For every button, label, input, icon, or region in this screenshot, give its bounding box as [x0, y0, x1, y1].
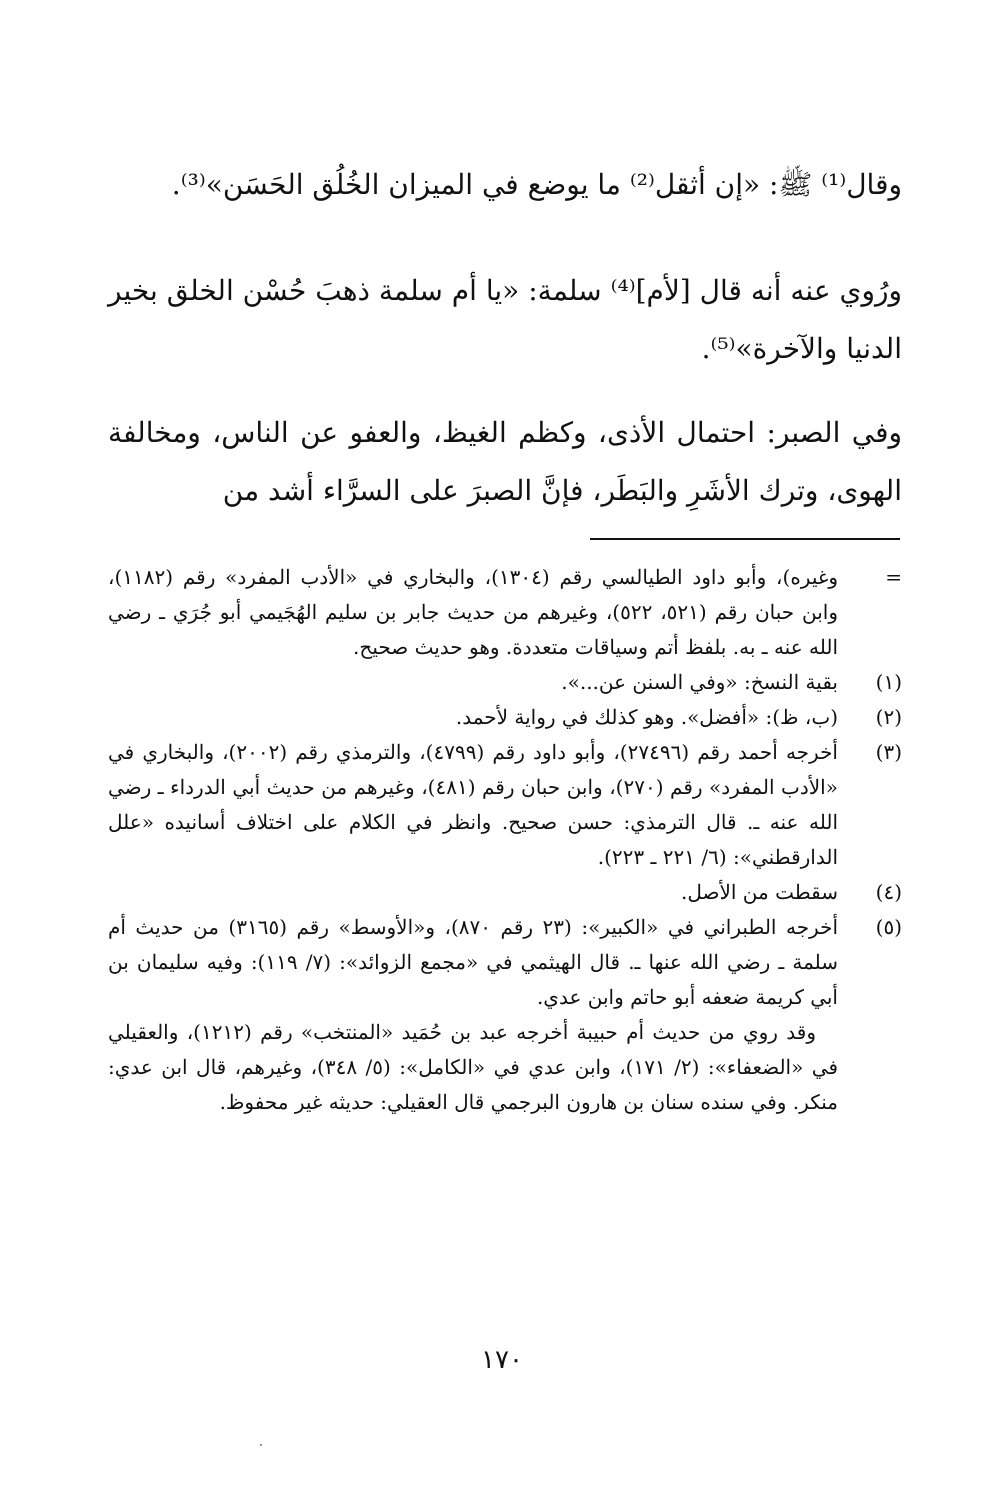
footnote-5	[108, 910, 902, 1015]
footnote-text: (ب، ظ): «أفضل». وهو كذلك في رواية لأحمد.	[455, 705, 838, 729]
footnotes	[108, 560, 902, 1120]
footnote-4	[108, 875, 902, 910]
footnote-number: (٤)	[875, 880, 902, 904]
footnote-number: (٥)	[875, 915, 902, 939]
body-paragraph-3: وفي الصبر: احتمال الأذى، وكظم الغيظ، والعفو عن الناس، ومخالفة الهوى، وترك الأشَرِ والبَطَر، فإنَّ الصبرَ على السرَّاء أشد من	[108, 416, 902, 507]
continuation-mark: =	[885, 565, 902, 589]
footnote-text: سقطت من الأصل.	[680, 880, 838, 904]
footnote-text: أخرجه الطبراني في «الكبير»: (٢٣ رقم ٨٧٠)، و«الأوسط» رقم (٣١٦٥) من حديث أم سلمة ـ رضي الله عنها ـ. قال الهيثمي في «مجمع الزوائد»: (٧/ ١١٩): وفيه سليمان بن أبي كريمة ضعفه أبو حاتم وابن عدي.	[108, 915, 839, 1009]
body-paragraph-1: وقال⁽¹⁾ ﷺ: «إن أثقل⁽²⁾ ما يوضع في الميزان الخُلُق الحَسَن»⁽³⁾.	[171, 168, 902, 201]
footnote-number: (٢)	[875, 705, 902, 729]
scan-speck	[260, 1444, 262, 1446]
footnote-text: أخرجه أحمد رقم (٢٧٤٩٦)، وأبو داود رقم (٤٧٩٩)، والترمذي رقم (٢٠٠٢)، والبخاري في «الأدب المفرد» رقم (٢٧٠)، وابن حبان رقم (٤٨١)، وغيرهم من حديث أبي الدرداء ـ رضي الله عنه ـ. قال الترمذي: حسن صحيح. وانظر في الكلام على اختلاف أسانيده «علل الدارقطني»: (٦/ ٢٢١ ـ ٢٢٣).	[108, 740, 838, 869]
footnote-continuation-text: وغيره)، وأبو داود الطيالسي رقم (١٣٠٤)، والبخاري في «الأدب المفرد» رقم (١١٨٢)، وابن حبان رقم (٥٢١، ٥٢٢)، وغيرهم من حديث جابر بن سليم الهُجَيمي أبو جُرَي ـ رضي الله عنه ـ به. بلفظ أتم وسياقات متعددة. وهو حديث صحيح.	[108, 565, 839, 659]
page-number: ١٧٠	[481, 1345, 523, 1375]
footnote-number: (١)	[875, 670, 902, 694]
footnote-1	[108, 665, 902, 700]
footnote-2	[108, 700, 902, 735]
footnote-continuation	[108, 560, 902, 665]
footnote-3	[108, 735, 902, 875]
footnote-number: (٣)	[875, 740, 902, 764]
footnote-5-extra: وقد روي من حديث أم حبيبة أخرجه عبد بن حُمَيد «المنتخب» رقم (١٢١٢)، والعقيلي في «الضعفاء»: (٢/ ١٧١)، وابن عدي في «الكامل»: (٥/ ٣٤٨)، وغيرهم، قال ابن عدي: منكر. وفي سنده سنان بن هارون البرجمي قال العقيلي: حديثه غير محفوظ.	[108, 1020, 838, 1114]
footnote-text: بقية النسخ: «وفي السنن عن...».	[561, 670, 838, 694]
footnote-separator	[590, 538, 900, 540]
body-paragraph-2: ورُوي عنه أنه قال [لأم]⁽⁴⁾ سلمة: «يا أم سلمة ذهبَ حُسْن الخلق بخير الدنيا والآخرة»⁽⁵⁾.	[108, 274, 903, 365]
